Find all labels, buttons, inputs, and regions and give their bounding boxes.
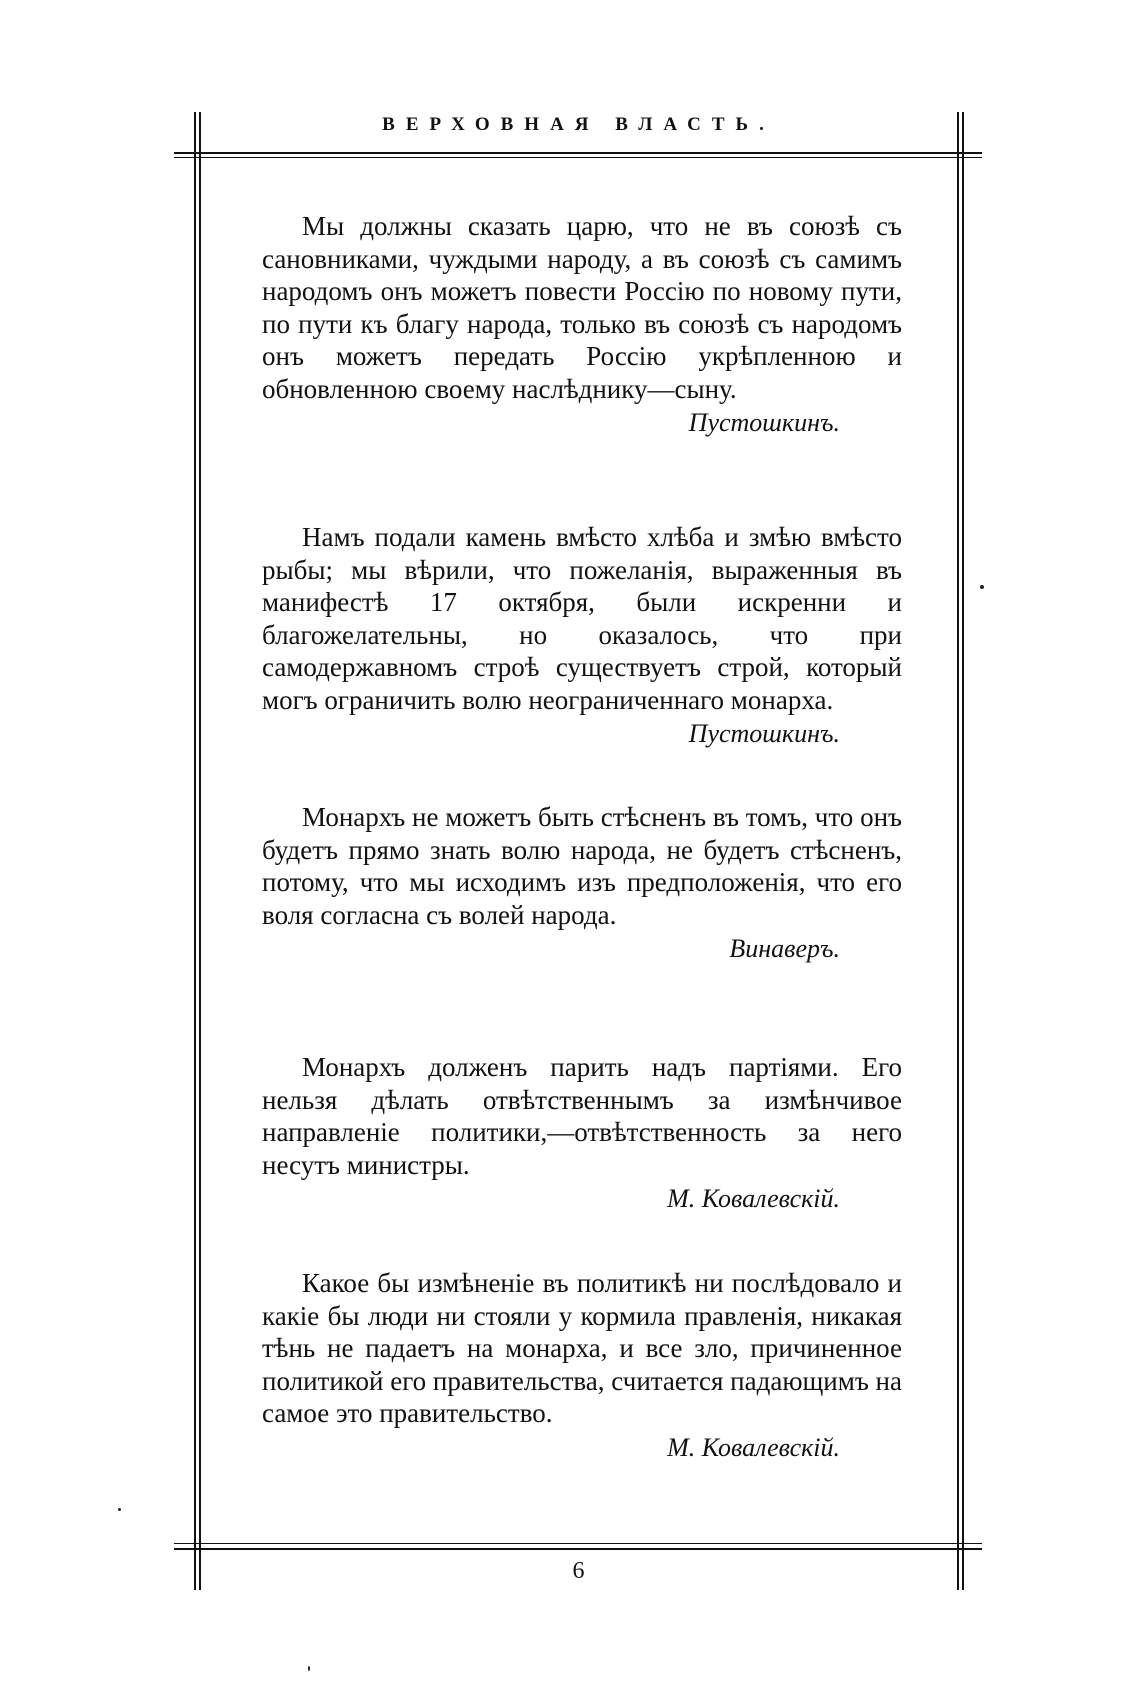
scan-speck [308,1666,310,1671]
quote-text: Мы должны сказать царю, что не въ союзѣ съ сановниками, чуждыми народу, а въ союзѣ съ самимъ народомъ онъ можетъ повести Россію по новому пути, по пути къ благу народа, только въ союзѣ съ народомъ онъ можетъ передать Россію укрѣпленною и обновленною своему наслѣднику—сыну. [262,211,902,404]
right-border-rule-inner [957,112,959,1590]
quote-block [262,1267,902,1464]
page-number: 6 [572,1558,585,1584]
quote-block [262,521,902,750]
left-border-rule-inner [199,112,201,1590]
running-title: ВЕРХОВНАЯ ВЛАСТЬ. [382,114,775,135]
footer-rule-thick [174,1548,982,1550]
left-border-rule-outer [194,112,196,1590]
quote-text: Намъ подали камень вмѣсто хлѣба и змѣю вмѣсто рыбы; мы вѣрили, что пожеланія, выраженныя въ манифестѣ 17 октября, были искренни и благожелательны, но оказалось, что при самодержавномъ строѣ существуетъ строй, который могъ ограничить волю неограниченнаго монарха. [262,522,902,715]
quote-text: Монархъ не можетъ быть стѣсненъ въ томъ, что онъ будетъ прямо знать волю народа, не будетъ стѣсненъ, потому, что мы исходимъ изъ предположенія, что его воля согласна съ волей народа. [262,802,902,930]
quote-block [262,1051,902,1215]
quote-author: М. Ковалевскій. [667,1432,840,1462]
quote-block [262,210,902,439]
quote-author: М. Ковалевскій. [667,1184,840,1213]
footer-rule-thin [174,1543,982,1544]
scan-speck [980,585,984,589]
quote-text: Монархъ долженъ парить надъ партіями. Его нельзя дѣлать отвѣтственнымъ за измѣнчивое направленіе политики,—отвѣтственность за него несутъ министры. [262,1052,902,1180]
header-rule-thin [174,157,982,158]
scan-speck [118,1508,121,1511]
right-border-rule-outer [962,112,964,1590]
quote-author: Пустошкинъ. [688,408,840,437]
header-rule-thick [174,152,982,154]
quote-text: Какое бы измѣненіе въ политикѣ ни послѣдовало и какіе бы люди ни стояли у кормила правленія, никакая тѣнь не падаетъ на монарха, и все зло, причиненное политикой его правительства, считается падающимъ на самое это правительство. [262,1268,902,1428]
quote-block [262,801,902,965]
quote-author: Пустошкинъ. [688,719,840,748]
quote-author: Винаверъ. [729,934,840,963]
